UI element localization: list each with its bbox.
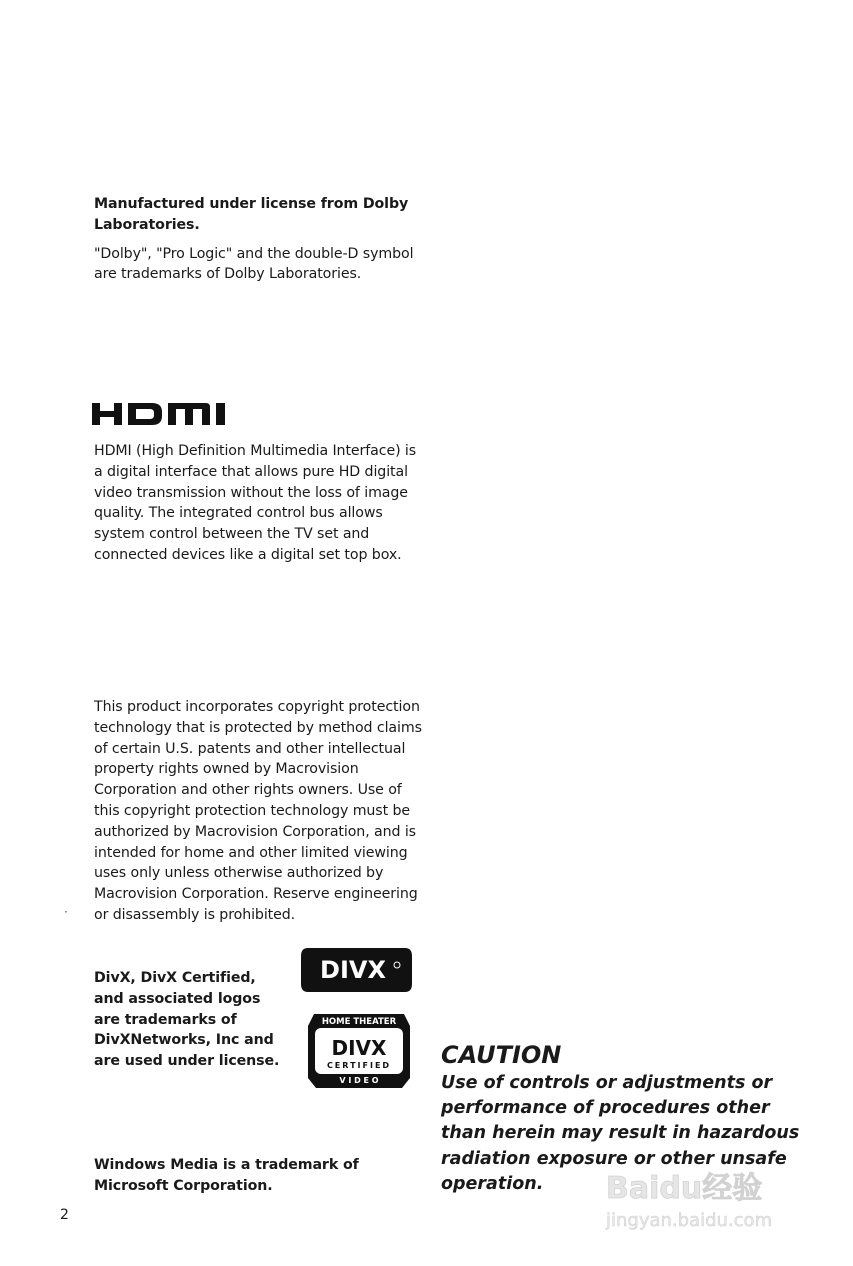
watermark-url: jingyan.baidu.com [606,1210,773,1231]
macrovision-notice: This product incorporates copyright protection technology that is protected by method claims of certain U.S. patents and other intellectual property rights owned by Macrovision Corporation and other rights owners. Use of this copyright protection technology must be authorized by Macrovision Corporation, and is intended for home and other limited viewing uses only unless otherwise authorized by Macrovision Corporation. Reserve engineering or disassembly is prohibited. [94,699,422,923]
divx-cert-sub: CERTIFIED [326,1061,392,1070]
caution-body: Use of controls or adjustments or performance of procedures other than herein may result in hazardous radiation exposure or other unsafe operation. [441,1073,800,1194]
caution-title: CAUTION [441,1041,562,1069]
watermark-brand: Baidu经验 [606,1171,763,1206]
dolby-notice [94,194,424,285]
dolby-body: "Dolby", "Pro Logic" and the double-D symbol are trademarks of Dolby Laboratories. [94,245,414,283]
divx-cert-top: HOME THEATER [321,1017,397,1027]
windows-media-notice: Windows Media is a trademark of Microsoft Corporation. [94,1157,359,1194]
divx-logo [300,946,413,994]
divx-cert-bottom: V I D E O [339,1076,379,1085]
hdmi-description: HDMI (High Definition Multimedia Interface) is a digital interface that allows pure HD digital video transmission without the loss of image quality. The integrated control bus allows system control between the TV set and connected devices like a digital set top box. [94,443,417,563]
baidu-watermark [604,1164,804,1234]
page-number: 2 [60,1207,69,1223]
stray-mark: · [64,905,68,919]
divx-notice: DivX, DivX Certified, and associated logos are trademarks of DivXNetworks, Inc and are used under license. [94,970,280,1070]
divx-certified-logo [306,1012,412,1090]
divx-logo-text: DIVX [320,956,386,984]
dolby-heading: Manufactured under license from Dolby Laboratories. [94,196,409,233]
hdmi-logo [92,401,226,427]
divx-cert-mid: DIVX [331,1036,387,1060]
